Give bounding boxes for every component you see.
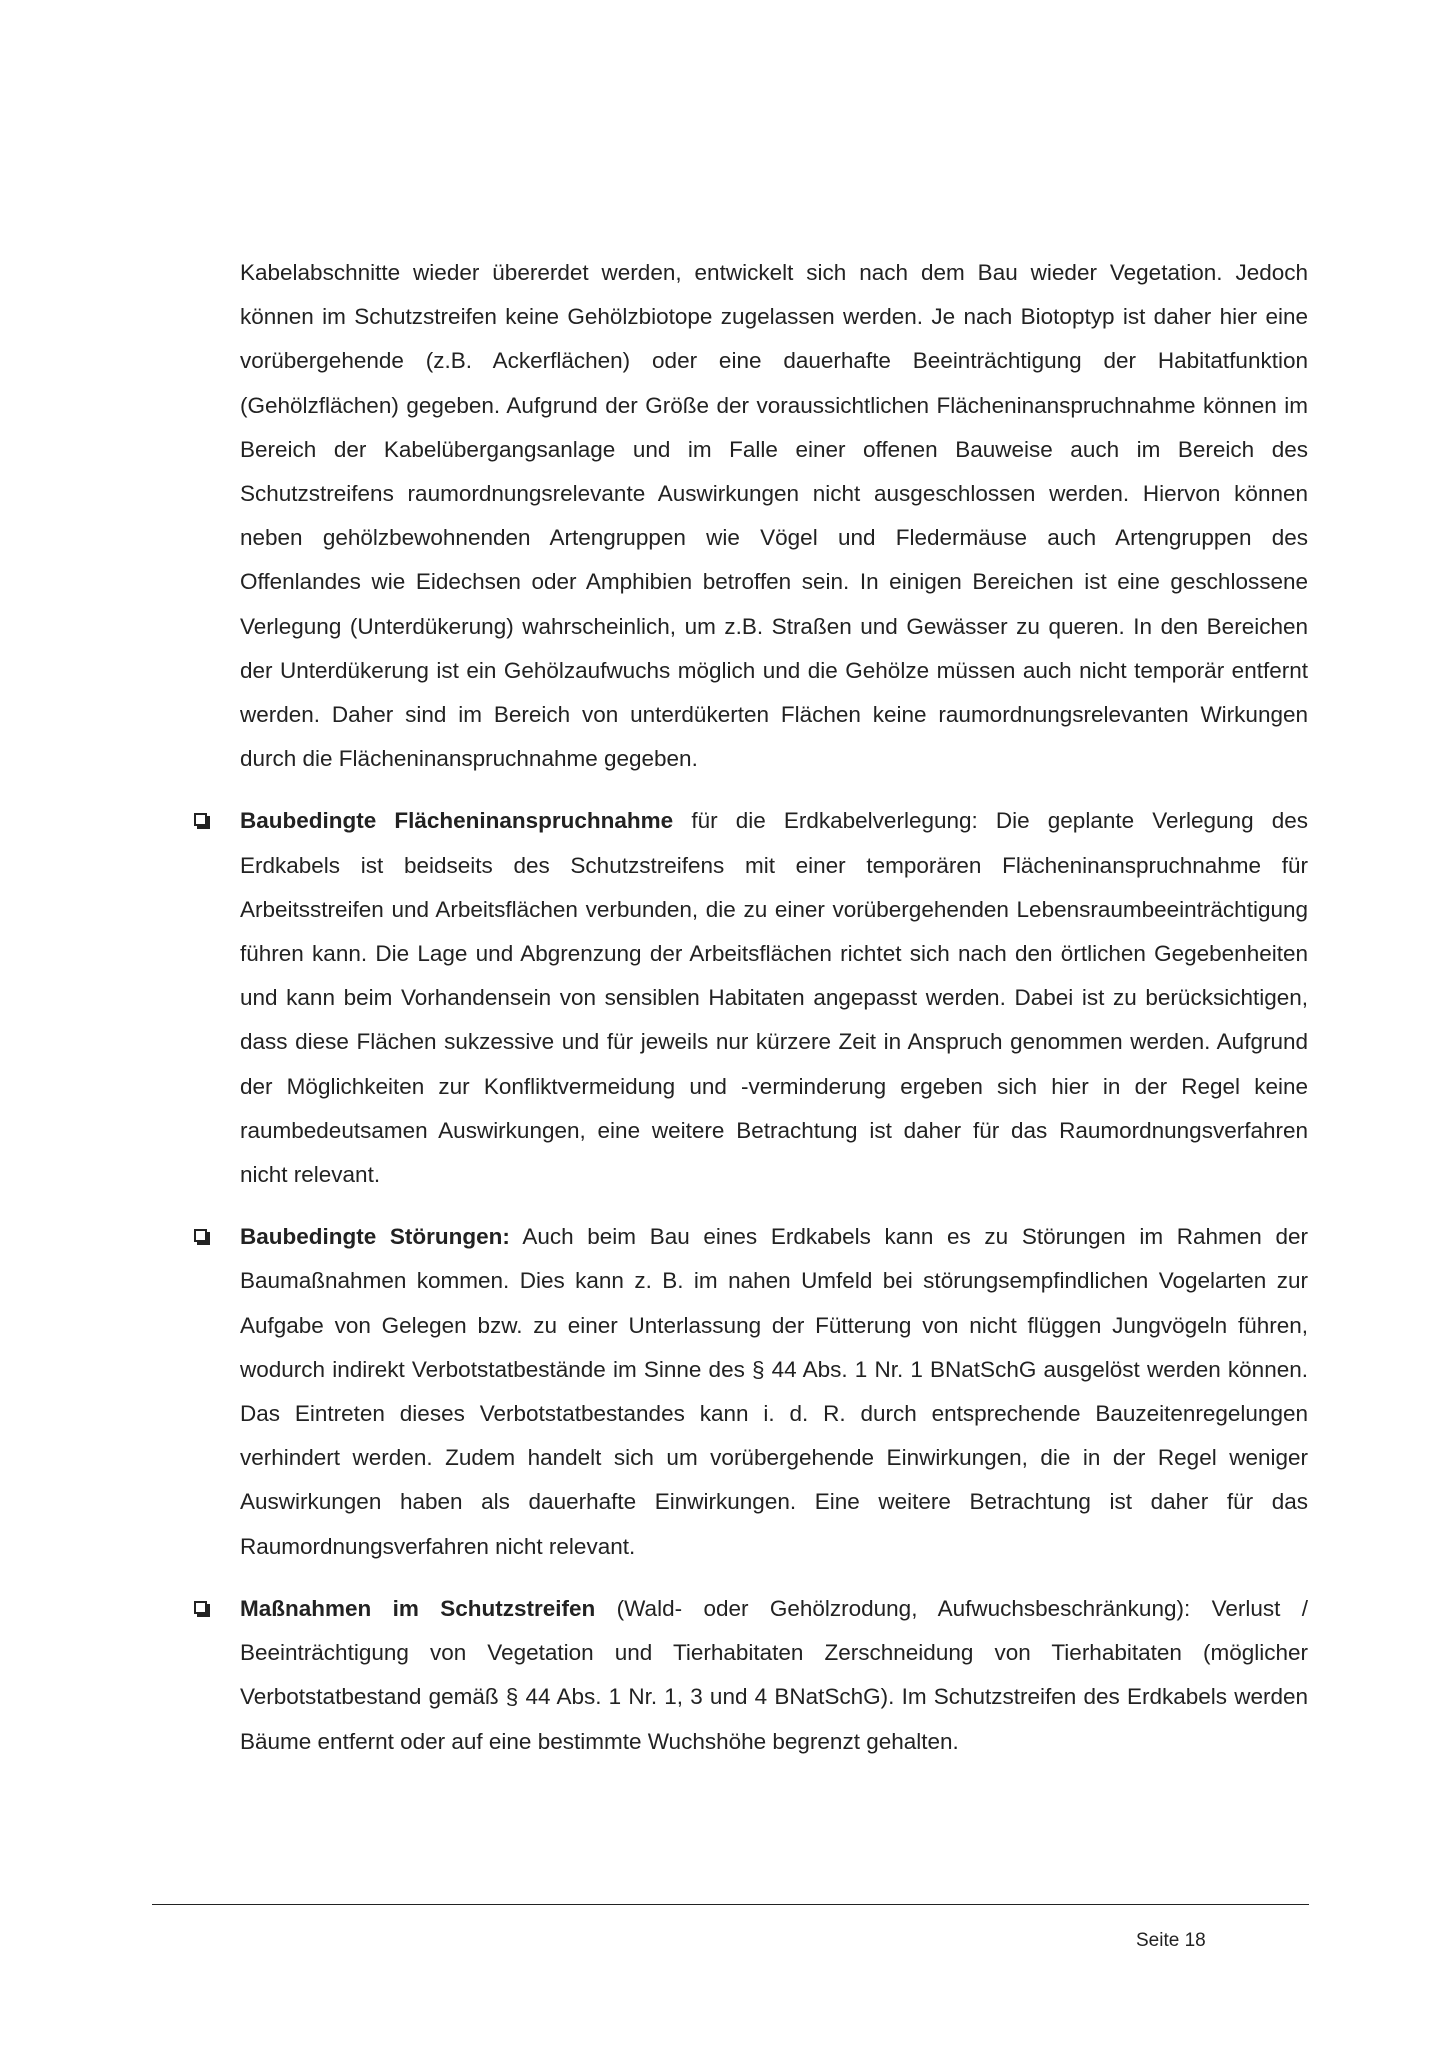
bullet-item-construction-disturbance <box>240 1215 1308 1569</box>
bullet-heading: Baubedingte Störungen: <box>240 1224 510 1250</box>
bullet-paragraph <box>240 1215 1308 1569</box>
bullet-item-construction-land-use <box>240 799 1308 1197</box>
checkbox-bullet-icon <box>194 813 207 826</box>
body-text <box>240 251 1308 1764</box>
checkbox-bullet-icon <box>194 1601 207 1614</box>
bullet-paragraph <box>240 1587 1308 1764</box>
footer-divider <box>152 1904 1309 1905</box>
bullet-paragraph <box>240 799 1308 1197</box>
bullet-text: (Wald- oder Gehölzrodung, Aufwuchsbeschränkung): Verlust / Beeinträchtigung von Vegetation und Tierhabitaten Zerschneidung von Tierhabitaten (möglicher Verbotstatbestand gemäß § 44 Abs. 1 Nr. 1, 3 und 4 BNatSchG). Im Schutzstreifen des Erdkabels werden Bäume entfernt oder auf eine bestimmte Wuchshöhe begrenzt gehalten. <box>240 1595 1308 1754</box>
bullet-text: Auch beim Bau eines Erdkabels kann es zu Störungen im Rahmen der Baumaßnahmen kommen. Dies kann z. B. im nahen Umfeld bei störungsempfindlichen Vogelarten zur Aufgabe von Gelegen bzw. zu einer Unterlassung der Fütterung von nicht flüggen Jungvögeln führen, wodurch indirekt Verbotstatbestände im Sinne des § 44 Abs. 1 Nr. 1 BNatSchG ausgelöst werden können. Das Eintreten dieses Verbotstatbestandes kann i. d. R. durch entsprechende Bauzeitenregelungen verhindert werden. Zudem handelt sich um vorübergehende Einwirkungen, die in der Regel weniger Auswirkungen haben als dauerhafte Einwirkungen. Eine weitere Betrachtung ist daher für das Raumordnungsverfahren nicht relevant. <box>240 1224 1308 1559</box>
checkbox-bullet-icon <box>194 1229 207 1242</box>
bullet-heading: Baubedingte Flächeninanspruchnahme <box>240 808 674 834</box>
bullet-item-protection-strip-measures <box>240 1587 1308 1764</box>
bullet-heading: Maßnahmen im Schutzstreifen <box>240 1595 596 1621</box>
bullet-text: für die Erdkabelverlegung: Die geplante Verlegung des Erdkabels ist beidseits des Schutzstreifens mit einer temporären Flächeninanspruchnahme für Arbeitsstreifen und Arbeitsflächen verbunden, die zu einer vorübergehenden Lebensraumbeeinträchtigung führen kann. Die Lage und Abgrenzung der Arbeitsflächen richtet sich nach den örtlichen Gegebenheiten und kann beim Vorhandensein von sensiblen Habitaten angepasst werden. Dabei ist zu berücksichtigen, dass diese Flächen sukzessive und für jeweils nur kürzere Zeit in Anspruch genommen werden. Aufgrund der Möglichkeiten zur Konfliktvermeidung und -verminderung ergeben sich hier in der Regel keine raumbedeutsamen Auswirkungen, eine weitere Betrachtung ist daher für das Raumordnungsverfahren nicht relevant. <box>240 808 1308 1188</box>
page-number: Seite 18 <box>1136 1930 1206 1951</box>
intro-paragraph: Kabelabschnitte wieder übererdet werden, entwickelt sich nach dem Bau wieder Vegetation. Jedoch können im Schutzstreifen keine Gehölzbiotope zugelassen werden. Je nach Biotoptyp ist daher hier eine vorübergehende (z.B. Ackerflächen) oder eine dauerhafte Beeinträchtigung der Habitatfunktion (Gehölzflächen) gegeben. Aufgrund der Größe der voraussichtlichen Flächeninanspruchnahme können im Bereich der Kabelübergangsanlage und im Falle einer offenen Bauweise auch im Bereich des Schutzstreifens raumordnungsrelevante Auswirkungen nicht ausgeschlossen werden. Hiervon können neben gehölzbewohnenden Artengruppen wie Vögel und Fledermäuse auch Artengruppen des Offenlandes wie Eidechsen oder Amphibien betroffen sein. In einigen Bereichen ist eine geschlossene Verlegung (Unterdükerung) wahrscheinlich, um z.B. Straßen und Gewässer zu queren. In den Bereichen der Unterdükerung ist ein Gehölzaufwuchs möglich und die Gehölze müssen auch nicht temporär entfernt werden. Daher sind im Bereich von unterdükerten Flächen keine raumordnungsrelevanten Wirkungen durch die Flächeninanspruchnahme gegeben. <box>240 260 1308 772</box>
